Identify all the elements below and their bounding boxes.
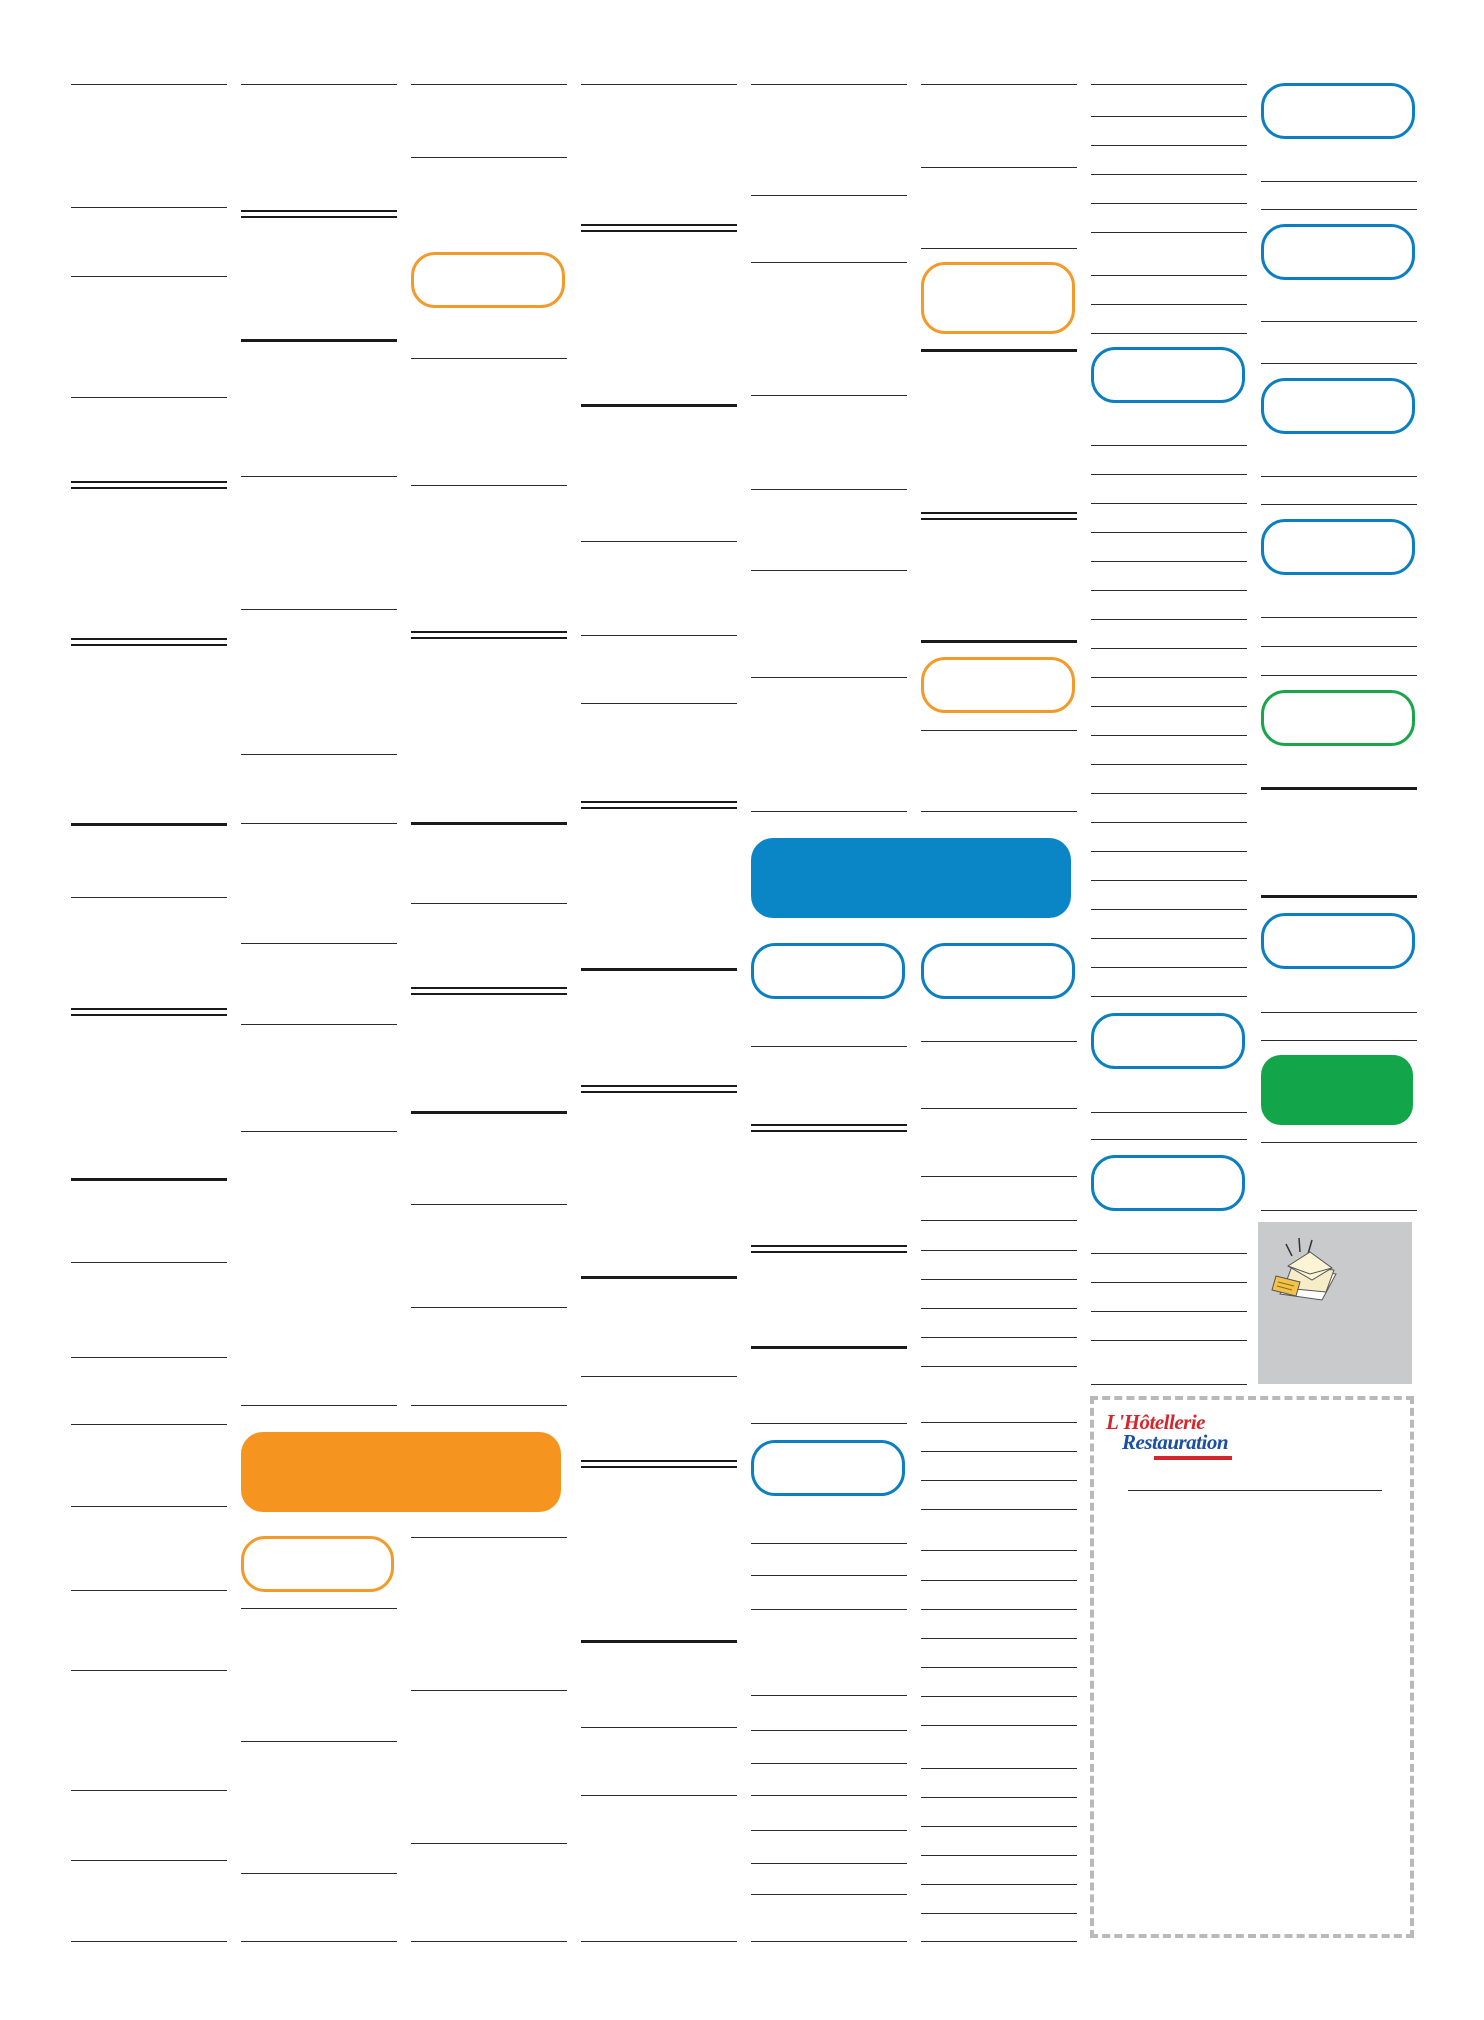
column-rule <box>1261 363 1417 364</box>
column-rule <box>581 703 737 704</box>
column-rule <box>921 1176 1077 1177</box>
column-rule <box>1261 675 1417 676</box>
column-8 <box>1261 0 1417 1400</box>
column-rule <box>921 1667 1077 1668</box>
column-rule <box>411 1307 567 1308</box>
column-rule <box>1091 996 1247 997</box>
column-rule <box>1091 474 1247 475</box>
blue-outline-tag <box>1261 378 1415 434</box>
column-rule <box>581 1460 737 1468</box>
blue-outline-tag <box>751 943 905 999</box>
column-rule <box>71 897 227 898</box>
column-rule <box>71 1941 227 1942</box>
column-rule <box>921 1725 1077 1726</box>
column-rule <box>71 1860 227 1861</box>
column-rule <box>1091 333 1247 334</box>
column-4 <box>581 0 737 2020</box>
column-rule <box>71 1424 227 1425</box>
column-rule <box>411 1537 567 1538</box>
column-rule <box>921 1638 1077 1639</box>
column-rule <box>1091 1311 1247 1312</box>
column-rule <box>921 1108 1077 1109</box>
column-rule <box>751 1046 907 1047</box>
column-rule <box>581 1276 737 1279</box>
column-rule <box>751 1245 907 1253</box>
envelope-icon <box>1266 1230 1346 1310</box>
column-rule <box>581 635 737 636</box>
column-rule <box>1091 203 1247 204</box>
column-rule <box>241 339 397 342</box>
column-rule <box>1091 174 1247 175</box>
column-rule <box>1091 764 1247 765</box>
column-rule <box>411 1405 567 1406</box>
column-rule <box>1091 1139 1247 1140</box>
column-rule <box>921 1826 1077 1827</box>
column-rule <box>1091 793 1247 794</box>
column-rule <box>241 1131 397 1132</box>
mail-promo-panel <box>1258 1222 1412 1384</box>
subscription-coupon-box <box>1090 1396 1414 1938</box>
column-rule <box>1091 851 1247 852</box>
column-rule <box>71 823 227 826</box>
column-rule <box>1091 648 1247 649</box>
column-rule <box>751 1941 907 1942</box>
blue-outline-tag <box>1261 519 1415 575</box>
column-rule <box>1091 822 1247 823</box>
column-rule <box>1091 116 1247 117</box>
column-rule <box>71 276 227 277</box>
brand-logo-underline <box>1154 1456 1232 1460</box>
column-7 <box>1091 0 1247 1400</box>
column-rule <box>411 84 567 85</box>
column-rule <box>1091 735 1247 736</box>
column-rule <box>921 730 1077 731</box>
column-rule <box>921 1509 1077 1510</box>
column-rule <box>1091 706 1247 707</box>
blue-outline-tag <box>1091 1013 1245 1069</box>
orange-outline-tag <box>921 657 1075 713</box>
column-rule <box>921 1451 1077 1452</box>
column-rule <box>921 1797 1077 1798</box>
column-rule <box>581 1941 737 1942</box>
column-rule <box>751 262 907 263</box>
column-rule <box>921 1220 1077 1221</box>
column-rule <box>921 1480 1077 1481</box>
column-rule <box>581 224 737 232</box>
column-rule <box>581 1640 737 1643</box>
column-rule <box>1261 1012 1417 1013</box>
column-3 <box>411 0 567 2020</box>
column-rule <box>1261 1210 1417 1211</box>
column-rule <box>1091 84 1247 85</box>
column-rule <box>71 1357 227 1358</box>
column-rule <box>71 84 227 85</box>
column-rule <box>751 1575 907 1576</box>
column-rule <box>71 1262 227 1263</box>
column-rule <box>581 1727 737 1728</box>
column-rule <box>1261 476 1417 477</box>
column-rule <box>1261 321 1417 322</box>
column-rule <box>241 1941 397 1942</box>
column-rule <box>71 1506 227 1507</box>
column-rule <box>71 397 227 398</box>
column-rule <box>1091 1253 1247 1254</box>
column-5 <box>751 0 907 2020</box>
blue-outline-tag <box>921 943 1075 999</box>
column-rule <box>921 1768 1077 1769</box>
column-rule <box>751 1894 907 1895</box>
column-rule <box>241 754 397 755</box>
column-rule <box>751 1763 907 1764</box>
column-rule <box>1091 1340 1247 1341</box>
column-rule <box>581 84 737 85</box>
column-rule <box>411 631 567 639</box>
blue-outline-tag <box>1261 83 1415 139</box>
column-rule <box>751 84 907 85</box>
column-rule <box>1091 1282 1247 1283</box>
blue-outline-tag <box>1091 347 1245 403</box>
column-rule <box>751 1730 907 1731</box>
column-rule <box>921 167 1077 168</box>
column-rule <box>1261 1142 1417 1143</box>
column-rule <box>71 1790 227 1791</box>
column-rule <box>751 1609 907 1610</box>
brand-logo-line1: L'Hôtellerie <box>1106 1410 1205 1434</box>
column-rule <box>921 1550 1077 1551</box>
column-rule <box>921 248 1077 249</box>
column-rule <box>581 404 737 407</box>
column-rule <box>1091 619 1247 620</box>
column-rule <box>921 1855 1077 1856</box>
column-rule <box>921 1609 1077 1610</box>
column-rule <box>751 195 907 196</box>
column-rule <box>921 1941 1077 1942</box>
column-rule <box>1261 646 1417 647</box>
column-rule <box>751 489 907 490</box>
column-rule <box>1091 232 1247 233</box>
blue-outline-tag <box>751 1440 905 1496</box>
column-rule <box>411 987 567 995</box>
column-rule <box>921 1913 1077 1914</box>
column-rule <box>71 1008 227 1016</box>
column-rule <box>241 1873 397 1874</box>
column-rule <box>751 1830 907 1831</box>
column-rule <box>921 640 1077 643</box>
column-rule <box>581 801 737 809</box>
column-rule <box>1091 590 1247 591</box>
column-rule <box>1091 938 1247 939</box>
column-rule <box>71 638 227 646</box>
column-rule <box>751 1423 907 1424</box>
column-rule <box>921 1580 1077 1581</box>
orange-outline-tag <box>411 252 565 308</box>
column-rule <box>921 811 1077 812</box>
column-rule <box>241 1405 397 1406</box>
column-rule <box>1091 967 1247 968</box>
blue-outline-tag <box>1091 1155 1245 1211</box>
column-rule <box>1261 504 1417 505</box>
column-rule <box>411 358 567 359</box>
column-rule <box>411 822 567 825</box>
column-rule <box>1261 181 1417 182</box>
column-rule <box>921 349 1077 352</box>
column-rule <box>1091 677 1247 678</box>
column-rule <box>241 210 397 218</box>
column-rule <box>411 1941 567 1942</box>
column-rule <box>751 677 907 678</box>
column-rule <box>1091 275 1247 276</box>
column-rule <box>581 968 737 971</box>
blue-outline-tag <box>1261 913 1415 969</box>
column-2 <box>241 0 397 2020</box>
column-rule <box>411 1111 567 1114</box>
column-rule <box>921 1308 1077 1309</box>
column-rule <box>921 512 1077 520</box>
column-rule <box>411 1204 567 1205</box>
column-rule <box>1261 209 1417 210</box>
brand-logo-line2: Restauration <box>1122 1430 1229 1454</box>
column-6 <box>921 0 1077 2020</box>
column-rule <box>71 481 227 489</box>
column-rule <box>241 943 397 944</box>
orange-outline-tag <box>241 1536 394 1592</box>
column-rule <box>71 1670 227 1671</box>
green-filled-tag <box>1261 1055 1413 1125</box>
blue-outline-tag <box>1261 224 1415 280</box>
column-rule <box>751 1695 907 1696</box>
column-rule <box>1261 787 1417 790</box>
column-rule <box>921 1337 1077 1338</box>
orange-section-banner <box>241 1432 561 1512</box>
column-rule <box>921 1884 1077 1885</box>
column-1 <box>71 0 227 2020</box>
column-rule <box>1091 1384 1247 1385</box>
column-rule <box>1261 617 1417 618</box>
column-rule <box>751 1795 907 1796</box>
column-rule <box>71 1178 227 1181</box>
column-rule <box>241 1024 397 1025</box>
column-rule <box>581 1376 737 1377</box>
column-rule <box>921 1696 1077 1697</box>
green-outline-tag <box>1261 690 1415 746</box>
column-rule <box>921 84 1077 85</box>
column-rule <box>241 1741 397 1742</box>
column-rule <box>1091 304 1247 305</box>
column-rule <box>1091 445 1247 446</box>
column-rule <box>921 1279 1077 1280</box>
column-rule <box>751 1543 907 1544</box>
column-rule <box>241 84 397 85</box>
column-rule <box>1091 1112 1247 1113</box>
column-rule <box>411 1843 567 1844</box>
column-rule <box>1091 561 1247 562</box>
column-rule <box>241 1608 397 1609</box>
column-rule <box>921 1366 1077 1367</box>
column-rule <box>751 1124 907 1132</box>
column-rule <box>411 903 567 904</box>
column-rule <box>1091 909 1247 910</box>
column-rule <box>751 1346 907 1349</box>
column-rule <box>921 1041 1077 1042</box>
column-rule <box>71 207 227 208</box>
column-rule <box>1091 503 1247 504</box>
column-rule <box>411 1690 567 1691</box>
column-rule <box>241 476 397 477</box>
column-rule <box>241 609 397 610</box>
column-rule <box>751 1863 907 1864</box>
column-rule <box>411 485 567 486</box>
column-rule <box>411 157 567 158</box>
column-rule <box>1091 532 1247 533</box>
column-rule <box>1261 1040 1417 1041</box>
column-rule <box>581 1795 737 1796</box>
column-rule <box>71 1590 227 1591</box>
column-rule <box>751 570 907 571</box>
column-rule <box>1091 880 1247 881</box>
column-rule <box>921 1422 1077 1423</box>
column-rule <box>581 541 737 542</box>
column-rule <box>751 395 907 396</box>
column-rule <box>1261 895 1417 898</box>
column-rule <box>751 811 907 812</box>
orange-outline-tag <box>921 262 1075 334</box>
column-rule <box>581 1085 737 1093</box>
column-rule <box>241 823 397 824</box>
column-rule <box>1091 145 1247 146</box>
column-rule <box>921 1250 1077 1251</box>
coupon-rule <box>1128 1490 1382 1491</box>
